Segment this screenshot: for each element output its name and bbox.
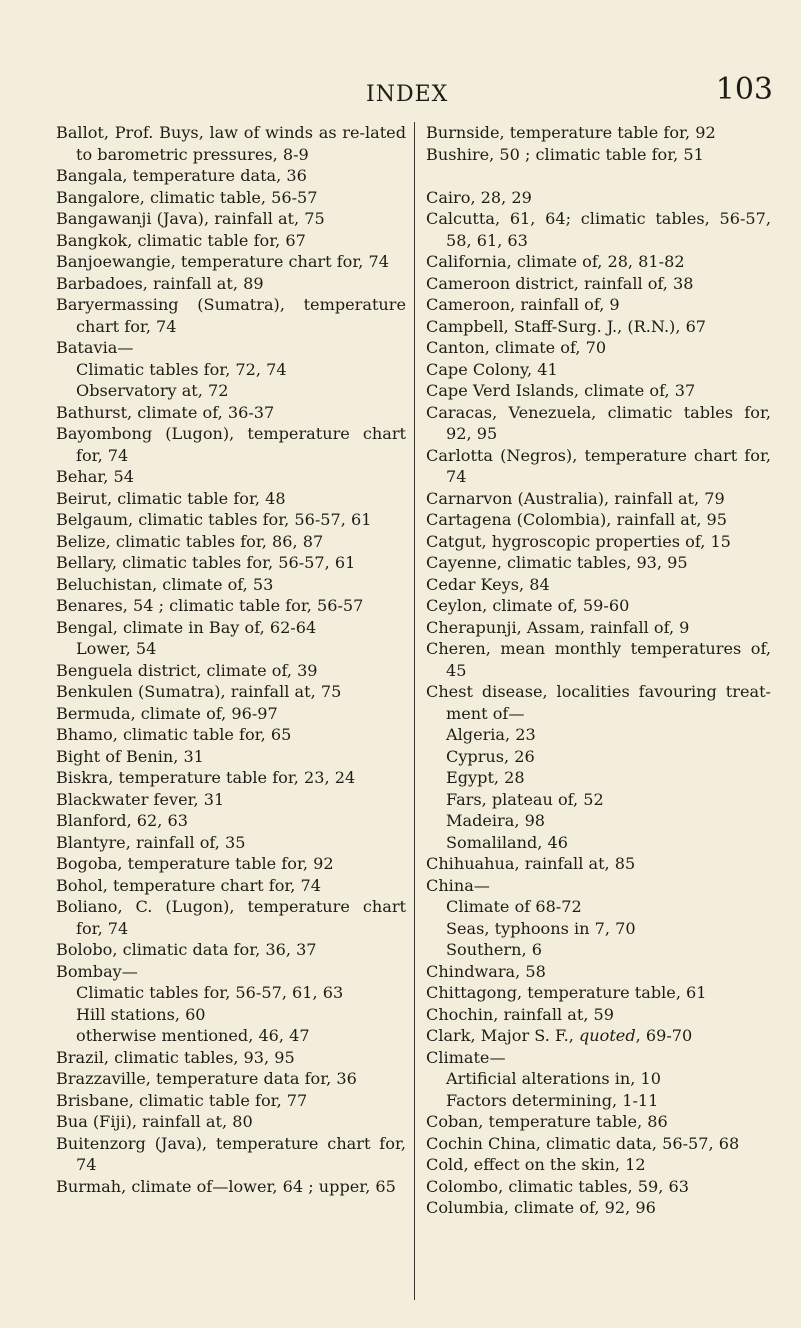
index-entry: Chochin, rainfall at, 59 (426, 1004, 615, 1024)
index-subentry: Algeria, 23 (446, 725, 536, 744)
index-entry: Beluchistan, climate of, 53 (56, 574, 274, 594)
index-entry: Beirut, climatic table for, 48 (56, 488, 286, 508)
index-entry: Cold, effect on the skin, 12 (426, 1155, 646, 1174)
running-head (0, 72, 801, 112)
index-entry: Biskra, temperature table for, 23, 24 (56, 768, 356, 787)
index-subentry: Artificial alterations in, 10 (446, 1069, 661, 1088)
index-entry: Bayombong (Lugon), temperature chart for, 74 (56, 424, 406, 465)
index-subentry: otherwise mentioned, 46, 47 (76, 1026, 310, 1045)
index-entry: Cedar Keys, 84 (426, 574, 550, 594)
index-entry: Calcutta, 61, 64; climatic tables, 56-57, 58, 61, 63 (426, 209, 771, 250)
index-entry: Campbell, Staff-Surg. J., (R.N.), 67 (426, 316, 707, 336)
index-subentry: Climatic tables for, 72, 74 (76, 359, 287, 379)
index-subentry: Southern, 6 (446, 940, 542, 959)
index-entry: Cartagena (Colombia), rainfall at, 95 (426, 510, 728, 529)
index-entry: Bangala, temperature data, 36 (56, 166, 307, 185)
index-entry: Benguela district, climate of, 39 (56, 660, 318, 680)
index-entry: Climate— (426, 1047, 506, 1067)
index-entry: Bermuda, climate of, 96-97 (56, 703, 278, 723)
index-entry: Cameroon, rainfall of, 9 (426, 295, 620, 314)
index-subentry: Climatic tables for, 56-57, 61, 63 (76, 983, 344, 1002)
index-entry: Benkulen (Sumatra), rainfall at, 75 (56, 682, 342, 701)
index-entry: Cairo, 28, 29 (426, 187, 532, 207)
index-entry: Benares, 54 ; climatic table for, 56-57 (56, 596, 364, 615)
index-column-left (56, 122, 406, 1197)
index-subentry: Climate of 68-72 (446, 897, 582, 916)
index-entry: Chittagong, temperature table, 61 (426, 983, 707, 1002)
index-entry: Bight of Benin, 31 (56, 746, 204, 766)
index-entry: Banjoewangie, temperature chart for, 74 (56, 252, 389, 271)
index-subentry: Observatory at, 72 (76, 381, 229, 400)
index-entry: Bangalore, climatic table, 56-57 (56, 187, 318, 207)
index-subentry: Hill stations, 60 (76, 1004, 206, 1024)
index-column-right (426, 122, 771, 1219)
index-entry: Bua (Fiji), rainfall at, 80 (56, 1112, 253, 1131)
index-entry: Carlotta (Negros), temperature chart for, 74 (426, 445, 771, 486)
index-entry: Ballot, Prof. Buys, law of winds as re-lated to barometric pressures, 8-9 (56, 123, 406, 164)
index-entry: Brisbane, climatic table for, 77 (56, 1090, 308, 1110)
page-number: 103 (715, 72, 773, 107)
index-entry: Coban, temperature table, 86 (426, 1112, 668, 1131)
index-entry: Baryermassing (Sumatra), temperature chart for, 74 (56, 295, 406, 336)
index-subentry: Factors determining, 1-11 (446, 1090, 659, 1110)
index-entry: Behar, 54 (56, 467, 134, 486)
index-entry: Bolobo, climatic data for, 36, 37 (56, 940, 317, 959)
index-entry: Cape Verd Islands, climate of, 37 (426, 381, 696, 400)
index-entry: Columbia, climate of, 92, 96 (426, 1198, 656, 1217)
index-entry: Cheren, mean monthly temperatures of, 45 (426, 639, 771, 680)
index-subentry: Lower, 54 (76, 639, 157, 658)
index-entry: Blantyre, rainfall of, 35 (56, 832, 246, 852)
index-entry: Belgaum, climatic tables for, 56-57, 61 (56, 510, 372, 529)
index-entry: Chest disease, localities favouring treat-ment of— (426, 682, 771, 723)
index-entry: Bohol, temperature chart for, 74 (56, 875, 322, 895)
index-entry: Brazzaville, temperature data for, 36 (56, 1069, 357, 1088)
index-entry: Batavia— (56, 338, 134, 357)
index-entry: California, climate of, 28, 81-82 (426, 252, 685, 271)
index-subentry: Somaliland, 46 (446, 832, 568, 852)
index-entry: Bombay— (56, 961, 138, 981)
index-entry: Chindwara, 58 (426, 961, 546, 981)
index-entry: Belize, climatic tables for, 86, 87 (56, 531, 324, 551)
index-entry: Cameroon district, rainfall of, 38 (426, 273, 694, 293)
index-entry: Clark, Major S. F., quoted, 69-70 (426, 1026, 693, 1045)
index-subentry: Egypt, 28 (446, 768, 525, 787)
index-entry: Burmah, climate of—lower, 64 ; upper, 65 (56, 1176, 396, 1196)
index-subentry: Madeira, 98 (446, 811, 546, 830)
index-entry: Caracas, Venezuela, climatic tables for, 92, 95 (426, 402, 771, 443)
index-entry: Colombo, climatic tables, 59, 63 (426, 1176, 689, 1196)
index-entry: Blanford, 62, 63 (56, 811, 188, 830)
index-entry: Bhamo, climatic table for, 65 (56, 725, 292, 744)
index-entry: Brazil, climatic tables, 93, 95 (56, 1047, 295, 1067)
index-entry: Bangkok, climatic table for, 67 (56, 230, 306, 250)
index-entry: Chihuahua, rainfall at, 85 (426, 854, 636, 873)
index-entry: Catgut, hygroscopic properties of, 15 (426, 531, 731, 551)
index-entry: Cayenne, climatic tables, 93, 95 (426, 553, 688, 572)
index-entry: Bushire, 50 ; climatic table for, 51 (426, 144, 704, 164)
index-entry: Ceylon, climate of, 59-60 (426, 596, 630, 615)
index-entry: Buitenzorg (Java), temperature chart for, 74 (56, 1133, 406, 1174)
index-entry: Boliano, C. (Lugon), temperature chart for, 74 (56, 897, 406, 938)
index-entry: Bogoba, temperature table for, 92 (56, 854, 334, 873)
index-subentry: Cyprus, 26 (446, 746, 535, 766)
page-title: INDEX (366, 82, 449, 107)
index-entry: Carnarvon (Australia), rainfall at, 79 (426, 488, 725, 508)
index-entry: Bellary, climatic tables for, 56-57, 61 (56, 553, 356, 572)
index-entry: Canton, climate of, 70 (426, 338, 607, 357)
index-entry: Cherapunji, Assam, rainfall of, 9 (426, 617, 690, 637)
index-entry: Bangawanji (Java), rainfall at, 75 (56, 209, 325, 228)
index-subentry: Fars, plateau of, 52 (446, 789, 604, 809)
index-entry: Barbadoes, rainfall at, 89 (56, 273, 264, 293)
index-subentry: Seas, typhoons in 7, 70 (446, 918, 636, 938)
index-entry: Cape Colony, 41 (426, 359, 558, 379)
index-entry: Bengal, climate in Bay of, 62-64 (56, 617, 317, 637)
index-entry: Blackwater fever, 31 (56, 789, 225, 809)
section-gap (426, 165, 771, 187)
index-entry: Bathurst, climate of, 36-37 (56, 402, 275, 422)
index-entry: China— (426, 875, 490, 895)
column-divider (414, 122, 415, 1300)
index-entry: Cochin China, climatic data, 56-57, 68 (426, 1133, 740, 1153)
index-entry: Burnside, temperature table for, 92 (426, 123, 716, 142)
